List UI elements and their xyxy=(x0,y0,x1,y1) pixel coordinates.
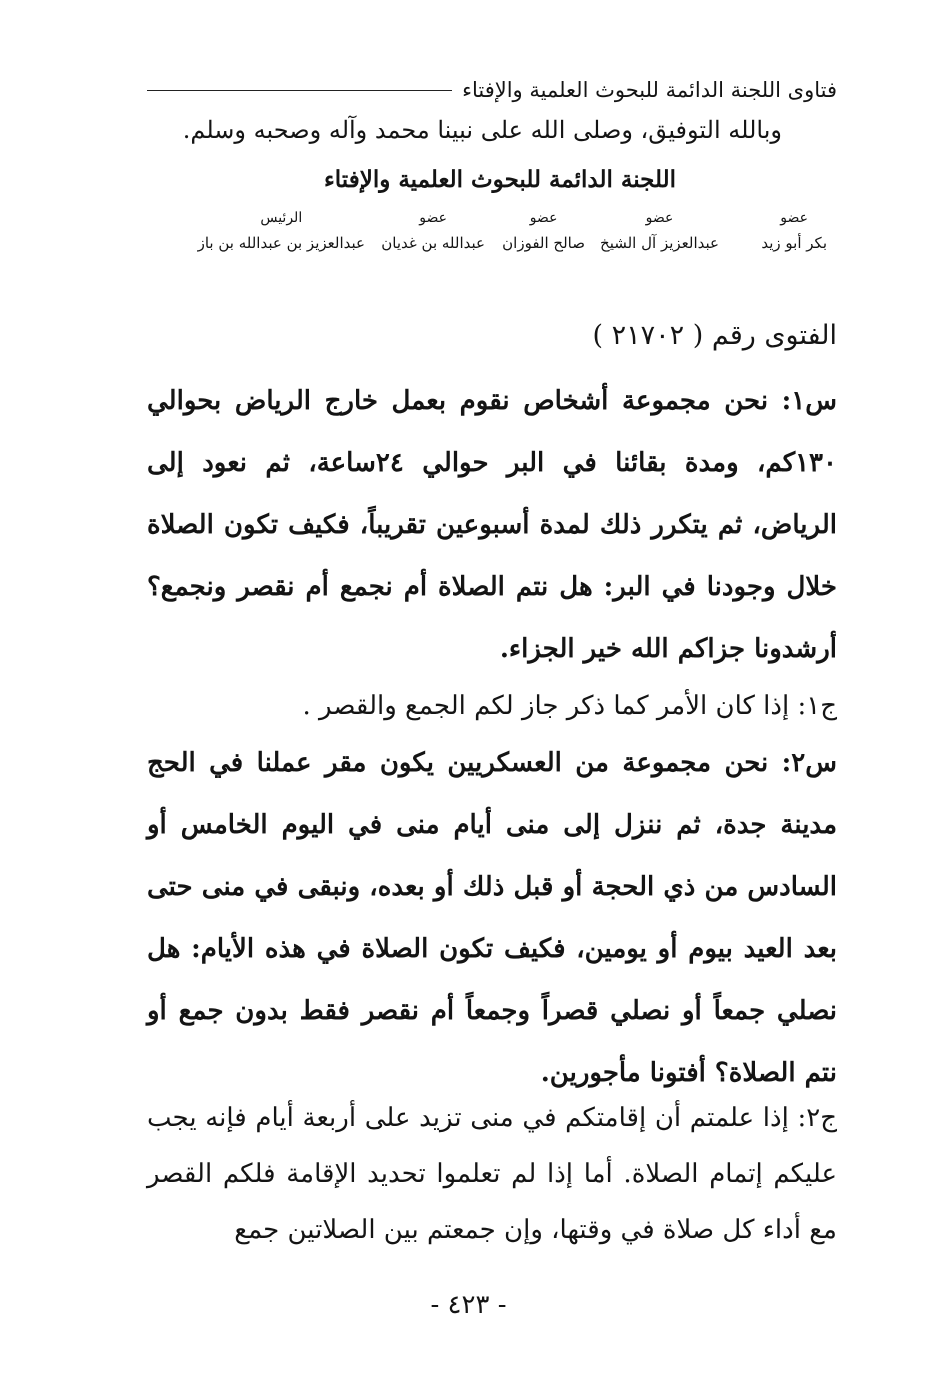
signatory xyxy=(600,210,719,252)
signatory-name: عبدالعزيز آل الشيخ xyxy=(600,234,719,252)
signatory xyxy=(761,210,827,252)
signatory-role: الرئيس xyxy=(260,210,303,226)
signatory-role: عضو xyxy=(780,210,809,226)
header-rule xyxy=(147,90,452,91)
signatory-role: عضو xyxy=(419,210,447,226)
question-2: س٢: نحن مجموعة من العسكريين يكون مقر عملنا في الحج مدينة جدة، ثم ننزل إلى منى أيام منى في اليوم الخامس أو السادس من ذي الحجة أو قبل ذلك أو بعده، ونبقى في منى حتى بعد العيد بيوم أو يومين، فكيف تكون الصلاة في هذه الأيام: هل نصلي جمعاً أو نصلي قصراً وجمعاً أم نقصر فقط بدون جمع أو نتم الصلاة؟ أفتونا مأجورين. xyxy=(147,748,837,1088)
fatwa-number: الفتوى رقم ( ٢١٧٠٢ ) xyxy=(592,320,837,351)
signatory xyxy=(502,210,585,252)
signatory-name: صالح الفوزان xyxy=(502,234,585,252)
signatory-name: بكر أبو زيد xyxy=(761,234,827,252)
committee-name: اللجنة الدائمة للبحوث العلمية والإفتاء xyxy=(323,166,677,193)
page-number: - ٤٢٣ - xyxy=(430,1290,507,1320)
answer-1: ج١: إذا كان الأمر كما ذكر جاز لكم الجمع والقصر . xyxy=(302,691,837,721)
signatory-name: عبدالله بن غديان xyxy=(381,234,485,252)
signatory xyxy=(198,210,365,252)
signatory-name: عبدالعزيز بن عبدالله بن باز xyxy=(197,234,365,252)
answer-2: ج٢: إذا علمتم أن إقامتكم في منى تزيد على أربعة أيام فإنه يجب عليكم إتمام الصلاة. أما إذا لم تعلموا تحديد الإقامة فلكم القصر مع أداء كل صلاة في وقتها، وإن جمعتم بين الصلاتين جمع xyxy=(147,1103,837,1245)
running-header-title: فتاوى اللجنة الدائمة للبحوث العلمية والإفتاء xyxy=(462,78,837,102)
running-header xyxy=(147,72,837,108)
signatory-role: عضو xyxy=(645,210,674,226)
closing-formula: وبالله التوفيق، وصلى الله على نبينا محمد وآله وصحبه وسلم. xyxy=(182,116,782,144)
question-1: س١: نحن مجموعة أشخاص نقوم بعمل خارج الرياض بحوالي ١٣٠كم، ومدة بقائنا في البر حوالي ٢٤ساعة، ثم نعود إلى الرياض، ثم يتكرر ذلك لمدة أسبوعين تقريباً، فكيف تكون الصلاة خلال وجودنا في البر: هل نتم الصلاة أم نجمع أم نقصر ونجمع؟ أرشدونا جزاكم الله خير الجزاء. xyxy=(147,386,837,664)
signatory-role: عضو xyxy=(529,210,558,226)
signatory xyxy=(381,210,485,252)
